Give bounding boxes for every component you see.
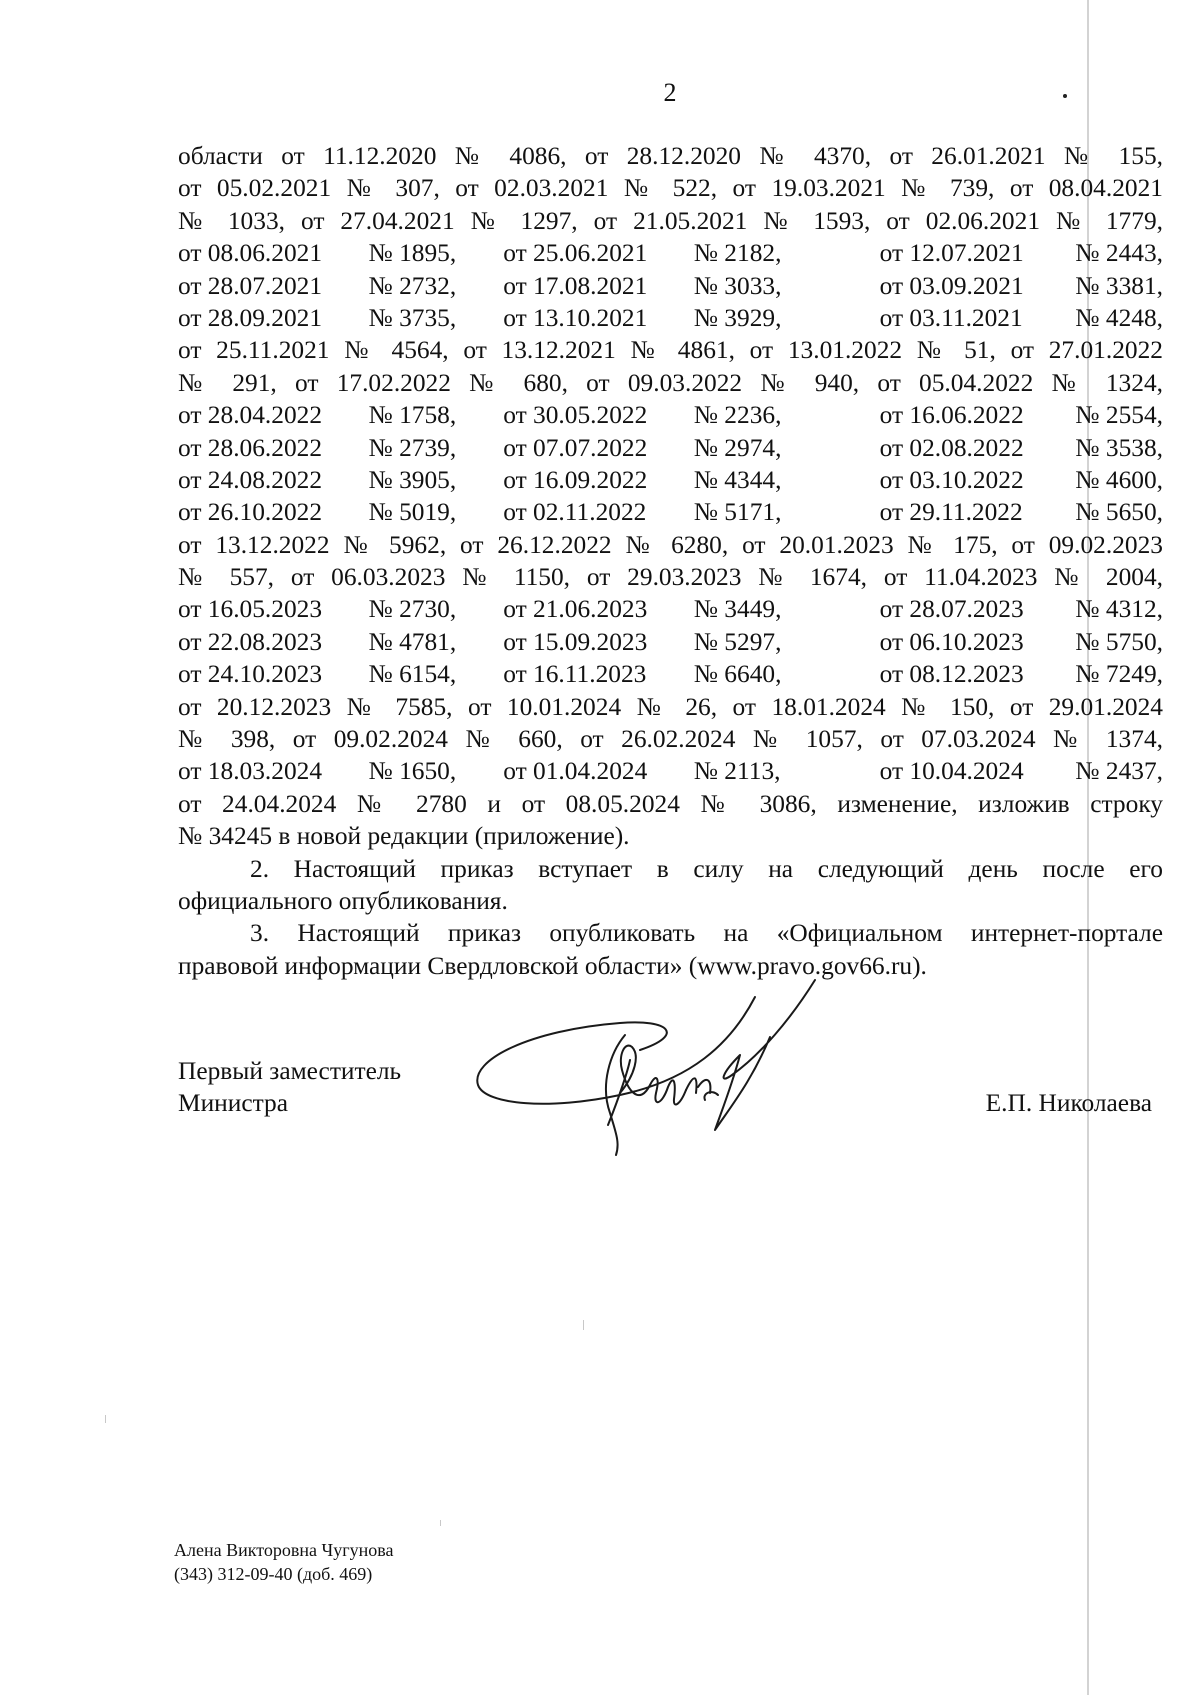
order-date: от 02.11.2022	[503, 498, 647, 527]
order-date: от 12.07.2021	[879, 239, 1024, 268]
order-date: от 16.11.2023	[503, 660, 647, 689]
text-line	[178, 496, 1163, 528]
executor-name: Алена Викторовна Чугунова	[174, 1540, 394, 1560]
text-line	[178, 302, 1163, 334]
order-date: от 10.04.2024	[879, 757, 1024, 786]
text-line: области от 11.12.2020 № 4086, от 28.12.2020 № 4370, от 26.01.2021 № 155,	[178, 142, 1163, 170]
order-date: от 28.09.2021	[178, 303, 323, 332]
order-date: от 28.04.2022	[178, 401, 323, 430]
text-line: № 398, от 09.02.2024 № 660, от 26.02.2024 № 1057, от 07.03.2024 № 1374,	[178, 725, 1163, 754]
order-number: № 5171,	[693, 498, 782, 527]
text-line	[178, 593, 1163, 625]
text-line: № 34245 в новой редакции (приложение).	[178, 822, 630, 851]
order-date: от 22.08.2023	[178, 627, 323, 656]
order-date: от 03.11.2021	[879, 303, 1023, 332]
order-number: № 2437,	[1075, 757, 1163, 786]
order-date: от 26.10.2022	[178, 498, 323, 527]
order-date: от 16.05.2023	[178, 595, 323, 624]
order-date: от 08.12.2023	[879, 660, 1024, 689]
order-number: № 6154,	[368, 660, 457, 689]
order-number: № 2554,	[1075, 401, 1163, 430]
handwritten-signature	[470, 975, 850, 1175]
order-date: от 30.05.2022	[503, 401, 648, 430]
order-date: от 07.07.2022	[503, 433, 648, 462]
order-date: от 21.06.2023	[503, 595, 648, 624]
order-number: № 4344,	[693, 465, 782, 494]
order-body	[178, 140, 1163, 982]
order-number: № 1758,	[368, 401, 457, 430]
text-line	[178, 399, 1163, 431]
text-line	[178, 658, 1163, 690]
order-number: № 2974,	[693, 433, 782, 462]
order-date: от 08.06.2021	[178, 239, 323, 268]
signer-name: Е.П. Николаева	[985, 1089, 1152, 1117]
order-number: № 1650,	[368, 757, 457, 786]
text-line	[178, 755, 1163, 787]
text-line: от 20.12.2023 № 7585, от 10.01.2024 № 26, от 18.01.2024 № 150, от 29.01.2024	[178, 692, 1163, 721]
order-number: № 2732,	[368, 271, 457, 300]
order-number: № 3381,	[1075, 271, 1163, 300]
text-line	[178, 464, 1163, 496]
text-line: от 05.02.2021 № 307, от 02.03.2021 № 522, от 19.03.2021 № 739, от 08.04.2021	[178, 174, 1163, 203]
order-date: от 15.09.2023	[503, 627, 648, 656]
order-date: от 28.06.2022	[178, 433, 323, 462]
order-number: № 3905,	[368, 465, 457, 494]
text-line	[178, 270, 1163, 302]
order-number: № 3735,	[368, 303, 457, 332]
order-date: от 25.06.2021	[503, 239, 648, 268]
scan-speck	[105, 1415, 106, 1423]
signer-position-line: Первый заместитель	[178, 1057, 402, 1085]
order-number: № 7249,	[1075, 660, 1163, 689]
order-date: от 03.10.2022	[879, 465, 1024, 494]
order-date: от 03.09.2021	[879, 271, 1024, 300]
order-date: от 13.10.2021	[503, 303, 648, 332]
order-number: № 2730,	[368, 595, 457, 624]
order-date: от 17.08.2021	[503, 271, 648, 300]
order-number: № 3033,	[693, 271, 782, 300]
order-number: № 1895,	[368, 239, 457, 268]
order-number: № 2236,	[693, 401, 782, 430]
text-line: от 24.04.2024 № 2780 и от 08.05.2024 № 3086, изменение, изложив строку	[178, 789, 1163, 818]
paragraph-item-3-continuation: правовой информации Свердловской области» (www.pravo.gov66.ru).	[178, 951, 927, 980]
order-number: № 5750,	[1075, 627, 1163, 656]
text-line	[178, 237, 1163, 269]
order-date: от 02.08.2022	[879, 433, 1024, 462]
paragraph-item-3: 3. Настоящий приказ опубликовать на «Официальном интернет-портале	[250, 919, 1163, 948]
text-line: № 291, от 17.02.2022 № 680, от 09.03.2022 № 940, от 05.04.2022 № 1324,	[178, 368, 1163, 397]
order-date: от 16.06.2022	[879, 401, 1024, 430]
order-date: от 24.10.2023	[178, 660, 323, 689]
text-line: № 1033, от 27.04.2021 № 1297, от 21.05.2021 № 1593, от 02.06.2021 № 1779,	[178, 206, 1163, 235]
executor-contact	[174, 1538, 393, 1586]
paragraph-item-2: 2. Настоящий приказ вступает в силу на следующий день после его	[250, 854, 1163, 883]
order-date: от 28.07.2021	[178, 271, 323, 300]
order-number: № 2113,	[693, 757, 781, 786]
order-number: № 5650,	[1075, 498, 1163, 527]
scan-dot	[1063, 94, 1067, 98]
order-number: № 3538,	[1075, 433, 1163, 462]
order-date: от 28.07.2023	[879, 595, 1024, 624]
order-number: № 2182,	[693, 239, 782, 268]
text-line	[178, 626, 1163, 658]
order-number: № 4312,	[1075, 595, 1163, 624]
order-number: № 5019,	[368, 498, 457, 527]
order-date: от 18.03.2024	[178, 757, 323, 786]
order-date: от 16.09.2022	[503, 465, 648, 494]
order-date: от 29.11.2022	[879, 498, 1023, 527]
order-number: № 2443,	[1075, 239, 1163, 268]
scan-speck	[583, 1320, 584, 1330]
order-number: № 3449,	[693, 595, 782, 624]
order-number: № 4781,	[368, 627, 457, 656]
paragraph-item-2-continuation: официального опубликования.	[178, 886, 508, 915]
order-number: № 4248,	[1075, 303, 1163, 332]
order-number: № 4600,	[1075, 465, 1163, 494]
order-date: от 24.08.2022	[178, 465, 323, 494]
order-number: № 6640,	[693, 660, 782, 689]
order-number: № 2739,	[368, 433, 457, 462]
signer-position	[178, 1055, 401, 1119]
text-line: от 13.12.2022 № 5962, от 26.12.2022 № 6280, от 20.01.2023 № 175, от 09.02.2023	[178, 530, 1163, 559]
scan-speck	[440, 1520, 441, 1526]
executor-phone: (343) 312-09-40 (доб. 469)	[174, 1564, 373, 1584]
order-number: № 3929,	[693, 303, 782, 332]
page-number: 2	[663, 78, 677, 107]
text-line	[178, 432, 1163, 464]
order-date: от 06.10.2023	[879, 627, 1024, 656]
order-number: № 5297,	[693, 627, 782, 656]
text-line: от 25.11.2021 № 4564, от 13.12.2021 № 4861, от 13.01.2022 № 51, от 27.01.2022	[178, 336, 1163, 365]
signer-position-line: Министра	[178, 1089, 288, 1117]
text-line: № 557, от 06.03.2023 № 1150, от 29.03.2023 № 1674, от 11.04.2023 № 2004,	[178, 563, 1163, 592]
order-date: от 01.04.2024	[503, 757, 648, 786]
